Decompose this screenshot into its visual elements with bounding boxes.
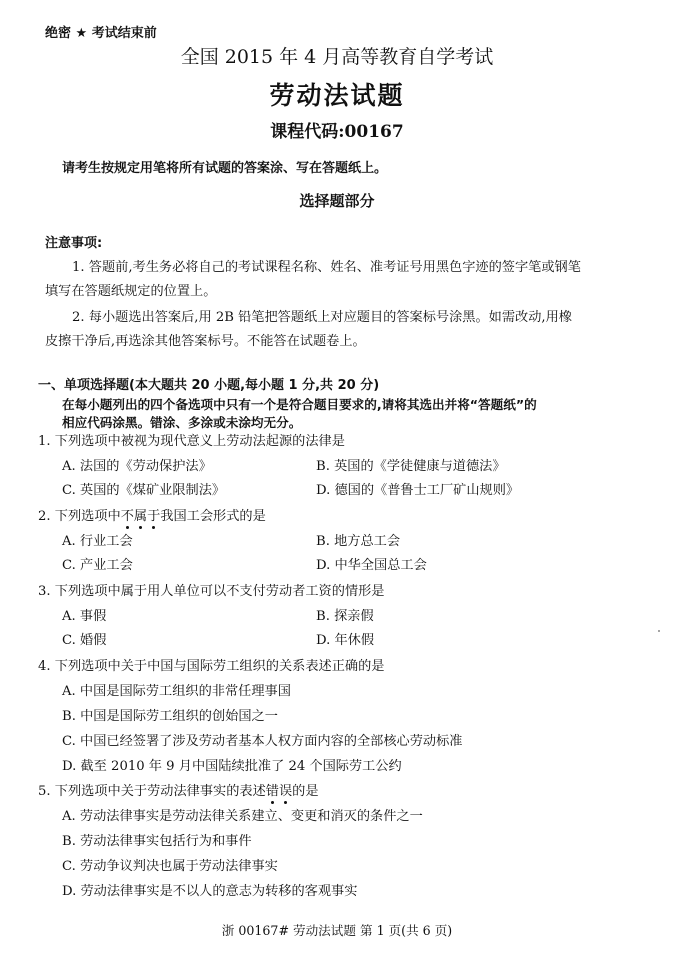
question-4-option-b: B. 中国是国际劳工组织的创始国之一 — [62, 709, 278, 724]
question-2-option-c: C. 产业工会 — [62, 558, 133, 573]
question-4-option-c: C. 中国已经签署了涉及劳动者基本人权方面内容的全部核心劳动标准 — [62, 734, 463, 749]
question-1-option-d: D. 德国的《普鲁士工厂矿山规则》 — [316, 483, 520, 498]
scan-speck — [658, 630, 660, 632]
question-2-emphasis-char-3: 于 — [147, 505, 160, 524]
question-section-desc-1: 在每小题列出的四个备选项中只有一个是符合题目要求的,请将其选出并将“答题纸”的 — [62, 397, 537, 412]
question-2-emphasis-char-2: 属 — [134, 505, 147, 524]
question-1-option-b: B. 英国的《学徒健康与道德法》 — [316, 459, 506, 474]
page-footer: 浙 00167# 劳动法试题 第 1 页(共 6 页) — [221, 923, 453, 938]
question-5-stem-pre: 5. 下列选项中关于劳动法律事实的表述 — [38, 784, 266, 799]
course-code: 课程代码:00167 — [270, 122, 404, 142]
question-4-option-a: A. 中国是国际劳工组织的非常任理事国 — [62, 684, 291, 699]
question-3-option-b: B. 探亲假 — [316, 609, 374, 624]
notice-line-3: 2. 每小题选出答案后,用 2B 铅笔把答题纸上对应题目的答案标号涂黑。如需改动,用橡 — [72, 310, 572, 325]
question-5-emphasis-char-2: 误 — [279, 780, 292, 799]
question-2-stem — [38, 505, 266, 524]
paper-title: 劳动法试题 — [269, 81, 405, 110]
notice-line-1: 1. 答题前,考生务必将自己的考试课程名称、姓名、准考证号用黑色字迹的签字笔或钢笔 — [72, 260, 581, 275]
question-1-option-c: C. 英国的《煤矿业限制法》 — [62, 483, 226, 498]
question-2-stem-post: 我国工会形式的是 — [160, 509, 266, 524]
question-2-stem-pre: 2. 下列选项中 — [38, 509, 121, 524]
question-5-stem-post: 的是 — [292, 784, 319, 799]
question-5-option-d: D. 劳动法律事实是不以人的意志为转移的客观事实 — [62, 884, 358, 899]
question-5-option-c: C. 劳动争议判决也属于劳动法律事实 — [62, 859, 278, 874]
question-5-option-a: A. 劳动法律事实是劳动法律关系建立、变更和消灭的条件之一 — [62, 809, 423, 824]
question-5-stem — [38, 780, 319, 799]
question-5-emphasis-char-1: 错 — [266, 780, 279, 799]
question-2-option-d: D. 中华全国总工会 — [316, 558, 427, 573]
question-section-desc-2: 相应代码涂黑。错涂、多涂或未涂均无分。 — [62, 415, 302, 430]
notice-line-4: 皮擦干净后,再选涂其他答案标号。不能答在试题卷上。 — [45, 334, 366, 349]
section-title: 选择题部分 — [299, 192, 375, 210]
question-2-option-a: A. 行业工会 — [62, 534, 133, 549]
question-1-option-a: A. 法国的《劳动保护法》 — [62, 459, 212, 474]
notice-line-2: 填写在答题纸规定的位置上。 — [45, 284, 217, 299]
secret-label: 绝密 ★ 考试结束前 — [45, 26, 157, 41]
question-2-emphasis-char-1: 不 — [121, 505, 134, 524]
question-1-stem: 1. 下列选项中被视为现代意义上劳动法起源的法律是 — [38, 434, 345, 449]
question-2-option-b: B. 地方总工会 — [316, 534, 401, 549]
question-3-option-a: A. 事假 — [62, 609, 107, 624]
question-4-stem: 4. 下列选项中关于中国与国际劳工组织的关系表述正确的是 — [38, 659, 385, 674]
notice-title: 注意事项: — [45, 236, 103, 251]
exam-title: 全国 2015 年 4 月高等教育自学考试 — [180, 46, 494, 68]
question-3-stem: 3. 下列选项中属于用人单位可以不支付劳动者工资的情形是 — [38, 584, 385, 599]
question-section-header: 一、单项选择题(本大题共 20 小题,每小题 1 分,共 20 分) — [38, 378, 380, 393]
answer-instruction: 请考生按规定用笔将所有试题的答案涂、写在答题纸上。 — [62, 161, 388, 176]
question-4-option-d: D. 截至 2010 年 9 月中国陆续批准了 24 个国际劳工公约 — [62, 759, 402, 774]
question-3-option-c: C. 婚假 — [62, 633, 107, 648]
question-5-option-b: B. 劳动法律事实包括行为和事件 — [62, 834, 252, 849]
question-3-option-d: D. 年休假 — [316, 633, 375, 648]
